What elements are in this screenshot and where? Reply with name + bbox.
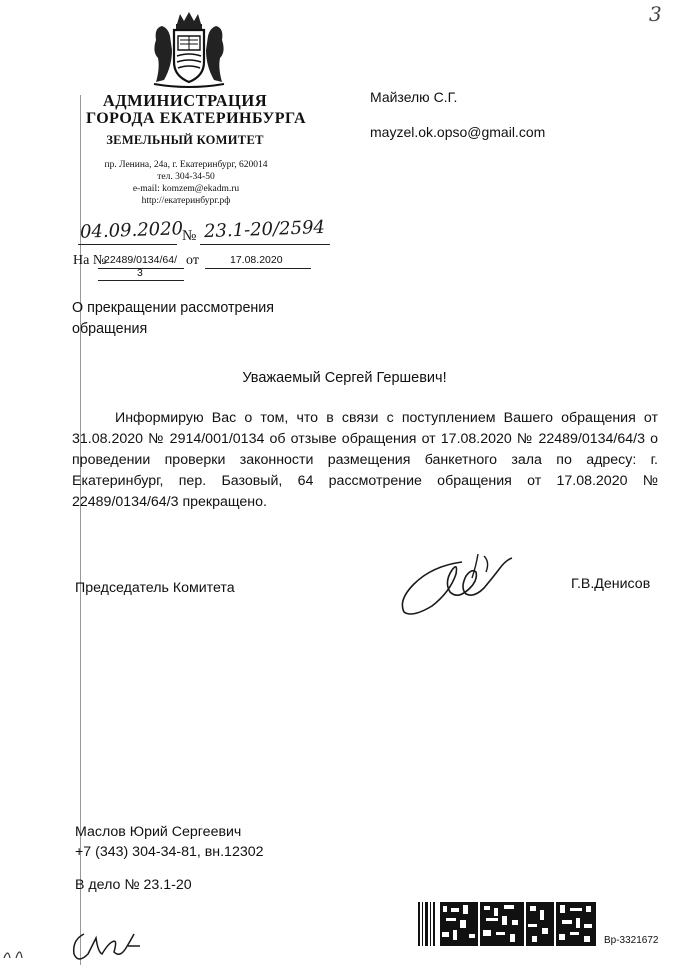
ref-number-line1: 22489/0134/64/ [104,254,177,266]
org-name-line2: ГОРОДА ЕКАТЕРИНБУРГА [85,110,307,127]
registration-date: 04.09.2020 [79,218,184,243]
signature-icon [392,548,532,620]
salutation: Уважаемый Сергей Гершевич! [242,370,447,386]
org-name-line1: АДМИНИСТРАЦИЯ [102,91,268,110]
org-website: http://екатеринбург.рф [141,196,231,206]
body-paragraph: Информирую Вас о том, что в связи с поступлением Вашего обращения от 31.08.2020 № 2914/001/0134 об отзыве обращения от 17.08.2020 № 22489/0134/64/3 о проведении проверки законности размещения банкетного зала по адресу: г. Екатеринбург, пер. Базовый, 64 рассмотрение обращения от 17.08.2020 № 22489/0134/64/3 прекращено. [72,410,658,510]
executor-phone: +7 (343) 304-34-81, вн.12302 [75,844,264,860]
file-note: В дело № 23.1-20 [75,877,192,893]
ref-date: 17.08.2020 [230,254,283,266]
org-email: e-mail: komzem@ekadm.ru [132,184,240,194]
ref-number-line2: 3 [137,267,143,279]
registration-number: 23.1-20/2594 [203,216,326,243]
body-text [72,408,658,513]
org-phone: тел. 304-34-50 [157,172,215,182]
department-name: ЗЕМЕЛЬНЫЙ КОМИТЕТ [106,133,264,147]
recipient-name: Майзелю С.Г. [370,89,458,105]
barcode-id: Вр-3321672 [604,935,659,946]
executor-name: Маслов Юрий Сергеевич [75,824,242,840]
registration-number-sign: № [182,228,197,244]
barcode-icon [418,902,596,946]
signer-position: Председатель Комитета [75,580,235,596]
ref-from-label: от [186,253,199,268]
recipient-email: mayzel.ok.opso@gmail.com [370,124,546,140]
subject-line1: О прекращении рассмотрения [72,300,275,316]
handwritten-mark-icon [0,924,150,974]
ref-prefix: На № [73,253,107,268]
signer-name: Г.В.Денисов [571,576,651,592]
page-marker: 3 [649,2,662,26]
subject-line2: обращения [72,321,148,337]
org-address: пр. Ленина, 24а, г. Екатеринбург, 620014 [104,160,268,170]
subject [72,298,274,340]
coat-of-arms-icon [150,10,228,90]
executor [75,822,264,862]
